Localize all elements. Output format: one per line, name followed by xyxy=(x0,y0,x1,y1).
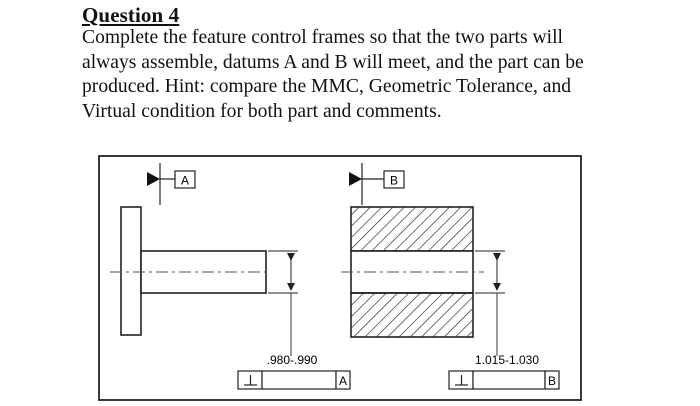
left-tolerance-cell[interactable] xyxy=(262,371,336,389)
datum-a-label: A xyxy=(180,173,190,188)
question-line: Virtual condition for both part and comments. xyxy=(82,100,442,122)
right-tolerance-cell[interactable] xyxy=(473,371,545,389)
left-flange xyxy=(121,207,141,335)
right-frame-datum-ref: B xyxy=(547,374,557,388)
left-dimension-text: .980-.990 xyxy=(266,353,318,367)
question-line: Complete the feature control frames so that the two parts will xyxy=(82,27,563,48)
datum-b-symbol xyxy=(349,163,404,205)
right-section-top xyxy=(351,207,473,251)
right-feature-control-frame[interactable] xyxy=(449,371,559,389)
question-line: produced. Hint: compare the MMC, Geometric Tolerance, and xyxy=(82,76,572,97)
datum-a-symbol xyxy=(147,163,195,205)
question-line: always assemble, datums A and B will meet, and the part can be xyxy=(82,51,584,73)
question-heading: Question 4 xyxy=(82,3,180,27)
left-frame-datum-ref: A xyxy=(338,374,348,388)
right-part xyxy=(338,163,559,389)
datum-b-label: B xyxy=(389,173,399,188)
left-part xyxy=(110,163,350,389)
left-feature-control-frame[interactable] xyxy=(238,371,350,389)
right-dimension-text: 1.015-1.030 xyxy=(474,353,540,367)
right-section-bottom xyxy=(351,293,473,337)
